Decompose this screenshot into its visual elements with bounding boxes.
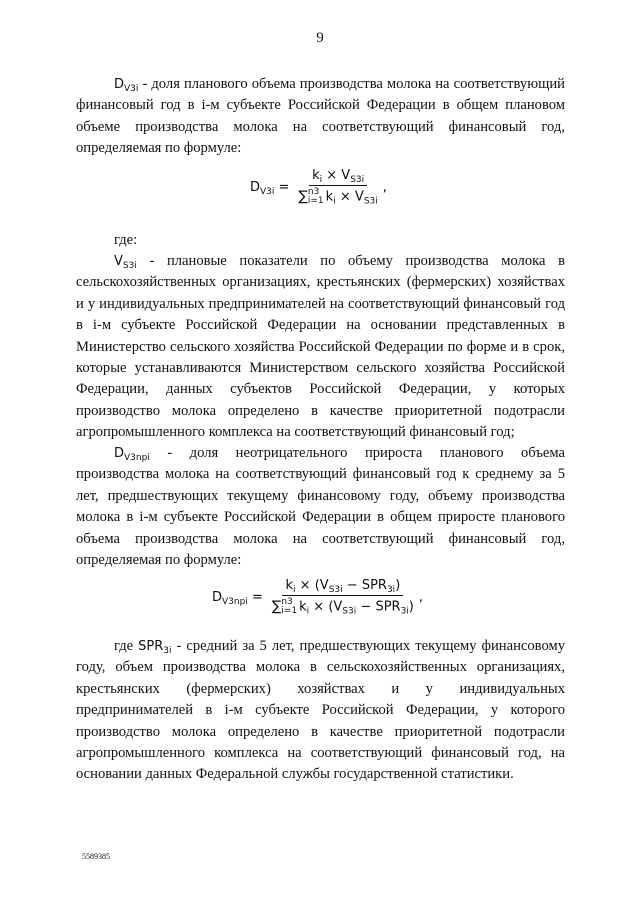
paragraph-spr3i-definition (76, 636, 565, 786)
formula-lhs: $D_{V3i}$ = (250, 179, 290, 197)
paragraph-text: - плановые показатели по объему производства молока в сельскохозяйственных организациях, крестьянских (фермерских) хозяйствах и у индивидуальных предпринимателей на соответствующий финансовый год в i-м субъекте Российской Федерации на основании представленных в Министерство сельского хозяйства Российской Федерации по форме и в срок, которые устанавливаются Министерством сельского хозяйства Российской Федерации, данных субъектов Российской Федерации, у которых производство молока определено в качестве приоритетной подотрасли агропромышленного комплекса на соответствующий финансовый год; (76, 253, 565, 441)
formula-numerator: $k_i \times V_{S3i}$ (309, 168, 367, 186)
symbol-dv3npi: $D_{V3npi}$ (114, 446, 150, 463)
document-code: 5589385 (82, 852, 110, 861)
paragraph-dv3npi-definition (76, 443, 565, 571)
paragraph-text: - доля планового объема производства молока на соответствующий финансовый год в i-м субъекте Российской Федерации в общем плановом объеме производства молока на соответствующий финансовый год, определяемая по формуле: (76, 76, 565, 157)
formula-fraction (295, 168, 380, 206)
formula-denominator: ∑ n3 i=1 $k_i \times V_{S3i}$ (298, 187, 378, 207)
sum-limits: n3 i=1 (307, 187, 324, 206)
symbol-vs3i: $V_{S3i}$ (114, 254, 137, 271)
formula-numerator: $k_i \times (V_{S3i} - SPR_{3i})$ (282, 578, 403, 596)
sum-limits: n3 i=1 (281, 597, 298, 616)
formula-dv3i (250, 168, 387, 206)
formula-fraction (269, 578, 417, 616)
paragraph-dv3i-definition (76, 74, 565, 160)
paragraph-vs3i-definition (76, 251, 565, 444)
paragraph-prefix: где (114, 638, 139, 654)
page-number: 9 (316, 30, 324, 46)
paragraph-text: - средний за 5 лет, предшествующих текущему финансовому году, объем производства молока в сельскохозяйственных организациях, крестьянских (фермерских) хозяйствах и у индивидуальных предпринимателей в i-м субъекте Российской Федерации, у которого производство молока определено в качестве приоритетной подотрасли агропромышленного комплекса на соответствующий финансовый год, на основании данных Федеральной службы государственной статистики. (76, 638, 566, 783)
sum-symbol: ∑ (271, 598, 282, 615)
symbol-spr3i: $SPR_{3i}$ (138, 639, 172, 656)
formula-lhs: $D_{V3npi}$ = (212, 589, 263, 607)
paragraph-text: - доля неотрицательного прироста планового объема производства молока на соответствующий финансовый год к среднему за 5 лет, предшествующих текущему финансовому году, объему производства молока в i-м субъекте Российской Федерации в общем приросте планового объема производства молока на соответствующий финансовый год, определяемая по формуле: (76, 445, 565, 569)
formula-denominator: ∑ n3 i=1 $k_i \times (V_{S3i} - SPR_{3i})$ (271, 597, 414, 617)
formula-comma: , (382, 179, 387, 195)
where-label: где: (114, 232, 138, 248)
sum-symbol: ∑ (298, 188, 308, 205)
formula-dv3npi (212, 578, 423, 616)
symbol-dv3i: $D_{V3i}$ (114, 77, 139, 94)
formula-comma: , (418, 589, 424, 605)
